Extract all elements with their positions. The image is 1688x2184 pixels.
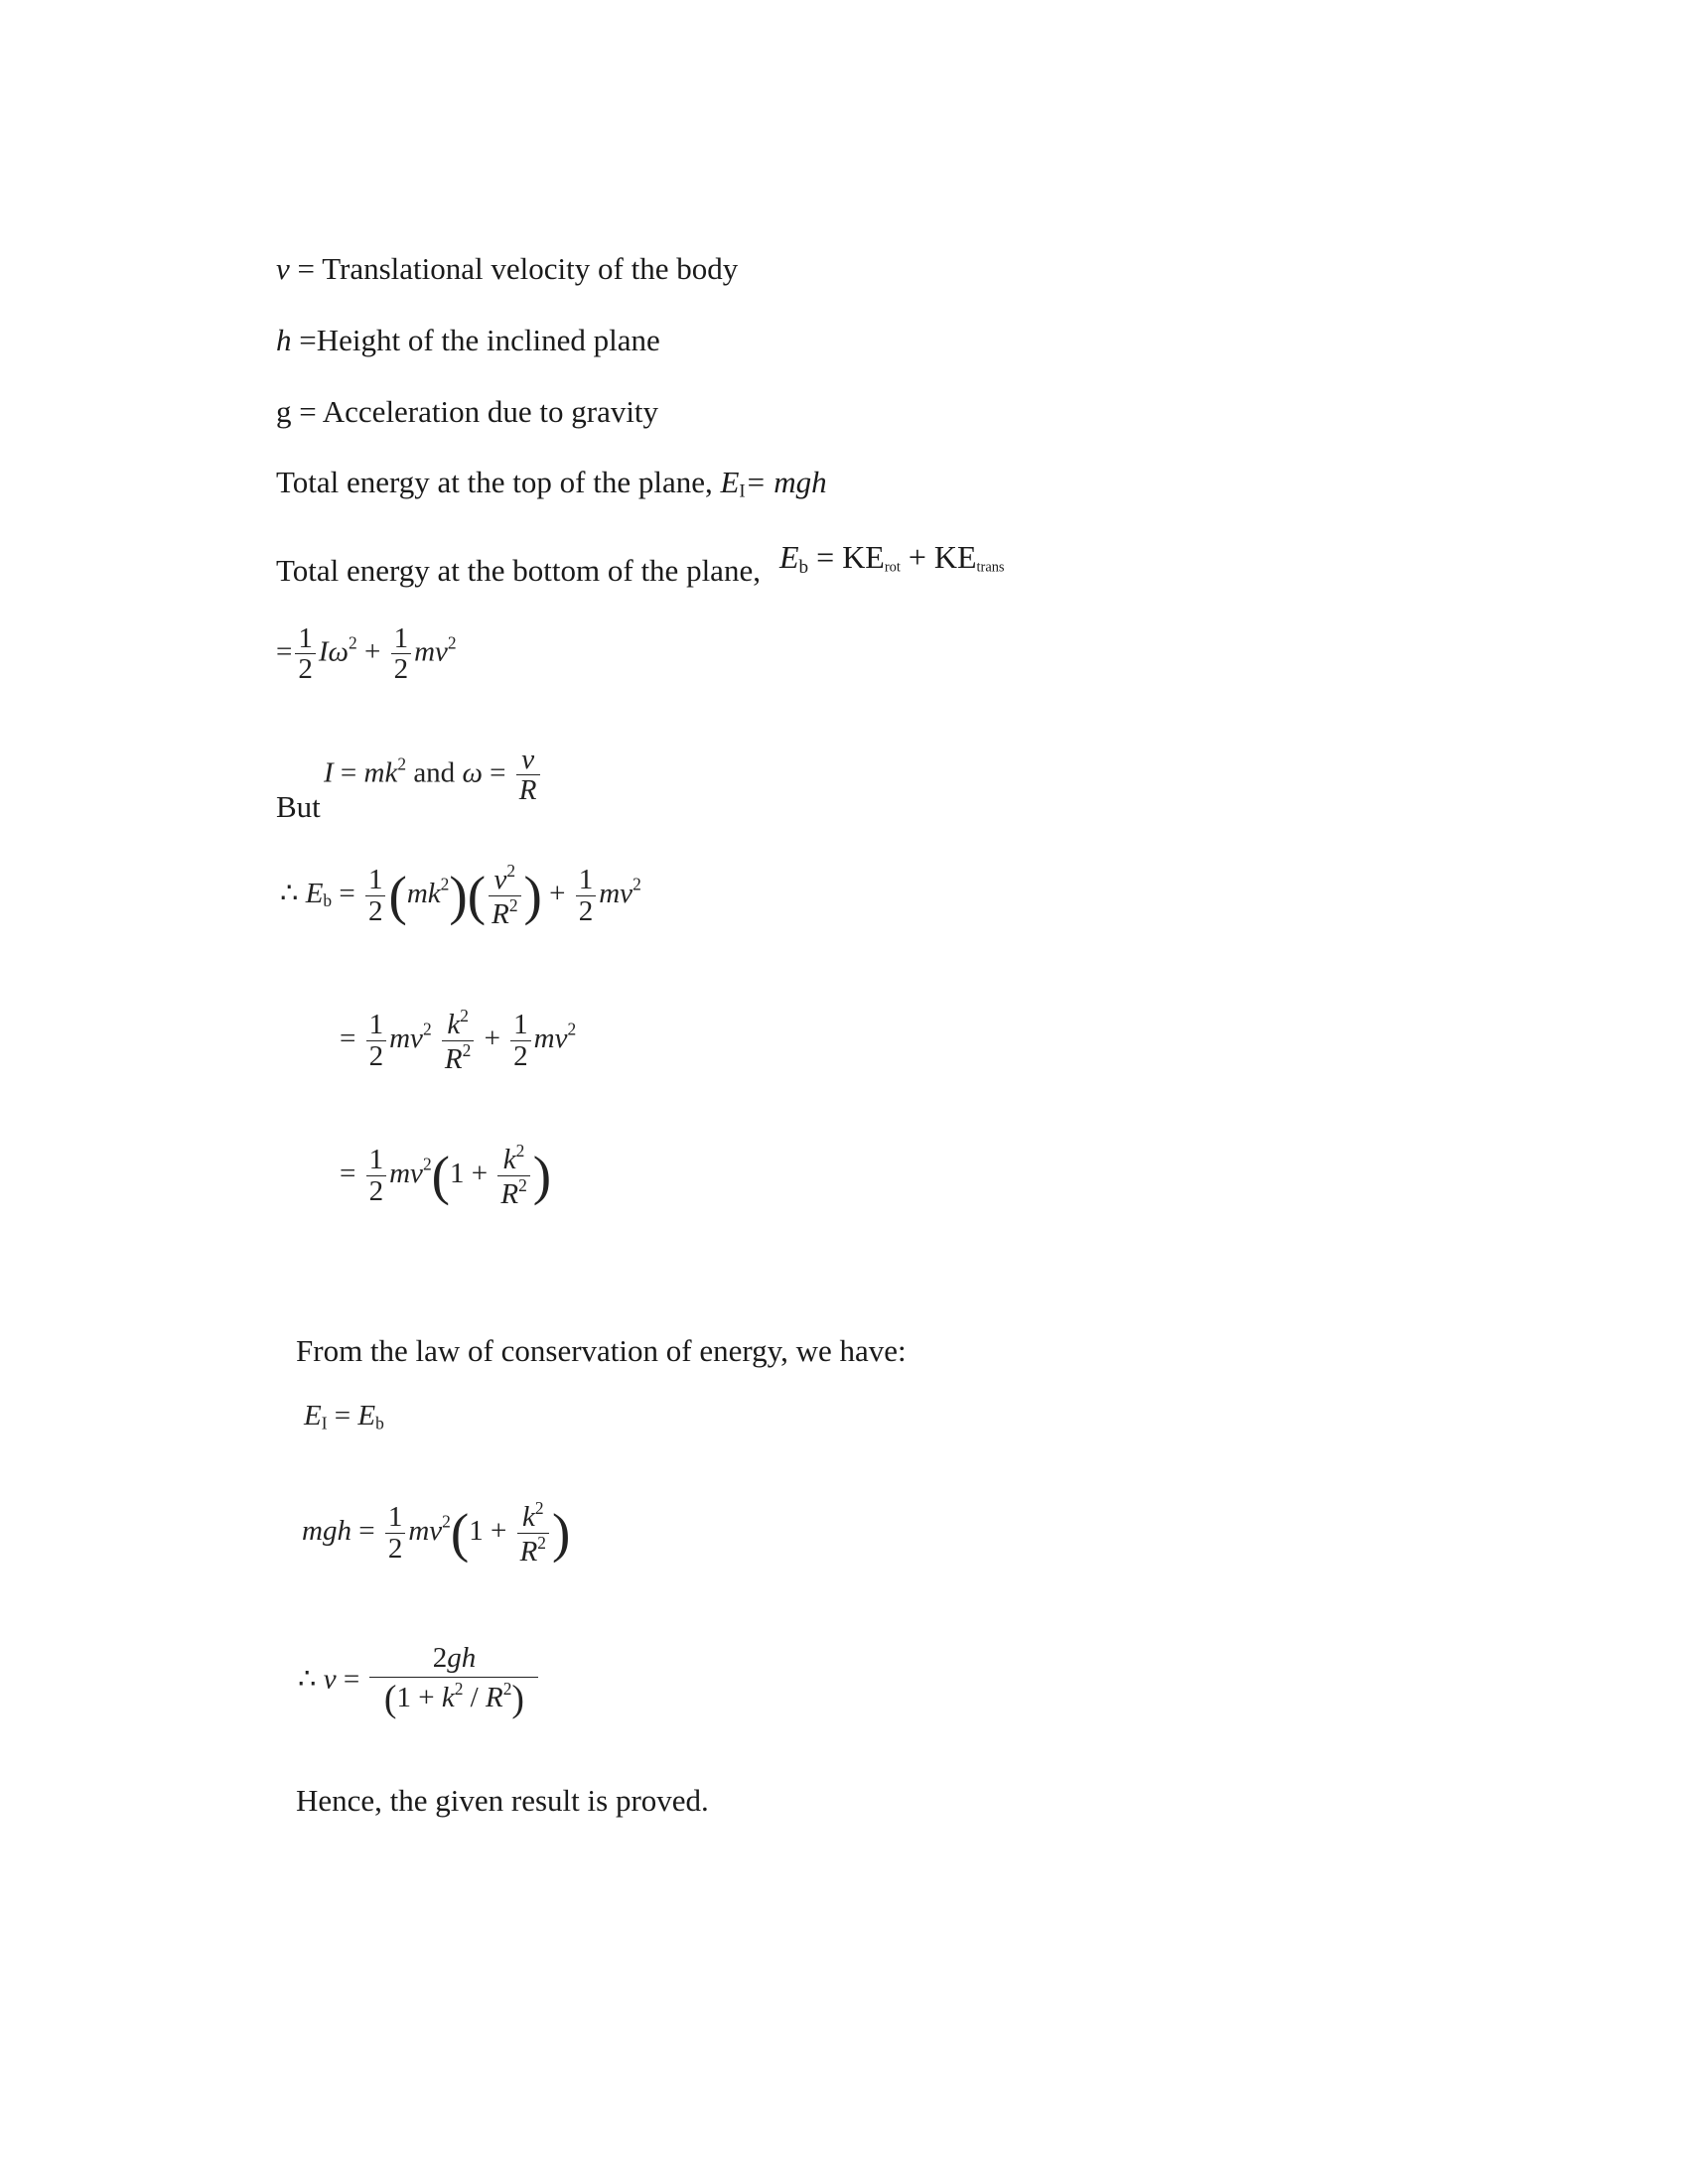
top-energy-lhs: E xyxy=(720,465,740,499)
conclusion-statement: Hence, the given result is proved. xyxy=(296,1783,709,1818)
top-energy-text: Total energy at the top of the plane, xyxy=(276,465,721,499)
bottom-energy-lhs: E xyxy=(779,539,799,575)
equation-velocity-result: ∴ v = $\frac{2gh}{(1 + k^2 / R^2)}$ xyxy=(298,1643,541,1720)
bottom-energy-text: Total energy at the bottom of the plane, xyxy=(276,553,761,588)
equation-mgh: mgh = $\frac{1}{2}$ $mv^2(1$ + $\frac{k^2}{R^2}$ ) xyxy=(302,1498,571,1568)
definition-symbol: h xyxy=(276,323,292,357)
equation-energy-equality: $E_I = E_b$ xyxy=(304,1400,384,1433)
definition-height xyxy=(276,325,660,355)
definition-velocity xyxy=(276,253,738,284)
conservation-statement: From the law of conservation of energy, we have: xyxy=(296,1333,907,1368)
top-energy-sub: I xyxy=(739,480,746,502)
bottom-energy-statement xyxy=(276,555,761,586)
equation-eb-factored: = $\frac{1}{2}$ $mv^2(1$ + $\frac{k^2}{R^2}$ ) xyxy=(340,1141,552,1210)
equation-substitution: $I = mk^2$ and ω = $\frac{v}{R}$ xyxy=(324,745,543,806)
definition-text: = Acceleration due to gravity xyxy=(299,394,659,429)
equation-kinetic-sum: = $\frac{1}{2}$ $I\omega^2$ + $\frac{1}{2}$ $mv^2$ xyxy=(276,622,457,686)
top-energy-rhs: = mgh xyxy=(745,465,827,499)
definition-text: =Height of the inclined plane xyxy=(299,323,660,357)
bottom-energy-rot-sub: rot xyxy=(884,559,901,576)
top-energy-statement xyxy=(276,467,827,501)
bottom-energy-sub: b xyxy=(798,556,809,578)
equation-eb-substituted: ∴ $E_b$ = $\frac{1}{2}$ $(mk^2)$( $\frac{v^2}{R^2}$ ) + $\frac{1}{2}$ $mv^2$ xyxy=(280,861,641,930)
bottom-energy-trans-sub: trans xyxy=(976,559,1005,576)
bottom-energy-ke-rot: = KE xyxy=(808,539,885,575)
definition-symbol: g xyxy=(276,394,292,429)
definition-gravity xyxy=(276,396,658,427)
but-label: But xyxy=(276,789,321,824)
definition-text: = Translational velocity of the body xyxy=(297,251,739,286)
equation-eb-expanded: = $\frac{1}{2}$ $mv^2$ $\frac{k^2}{R^2}$ + $\frac{1}{2}$ $mv^2$ xyxy=(340,1006,577,1075)
definition-symbol: v xyxy=(276,251,290,286)
bottom-energy-ke-trans: + KE xyxy=(900,539,977,575)
bottom-energy-equation xyxy=(779,541,1005,577)
